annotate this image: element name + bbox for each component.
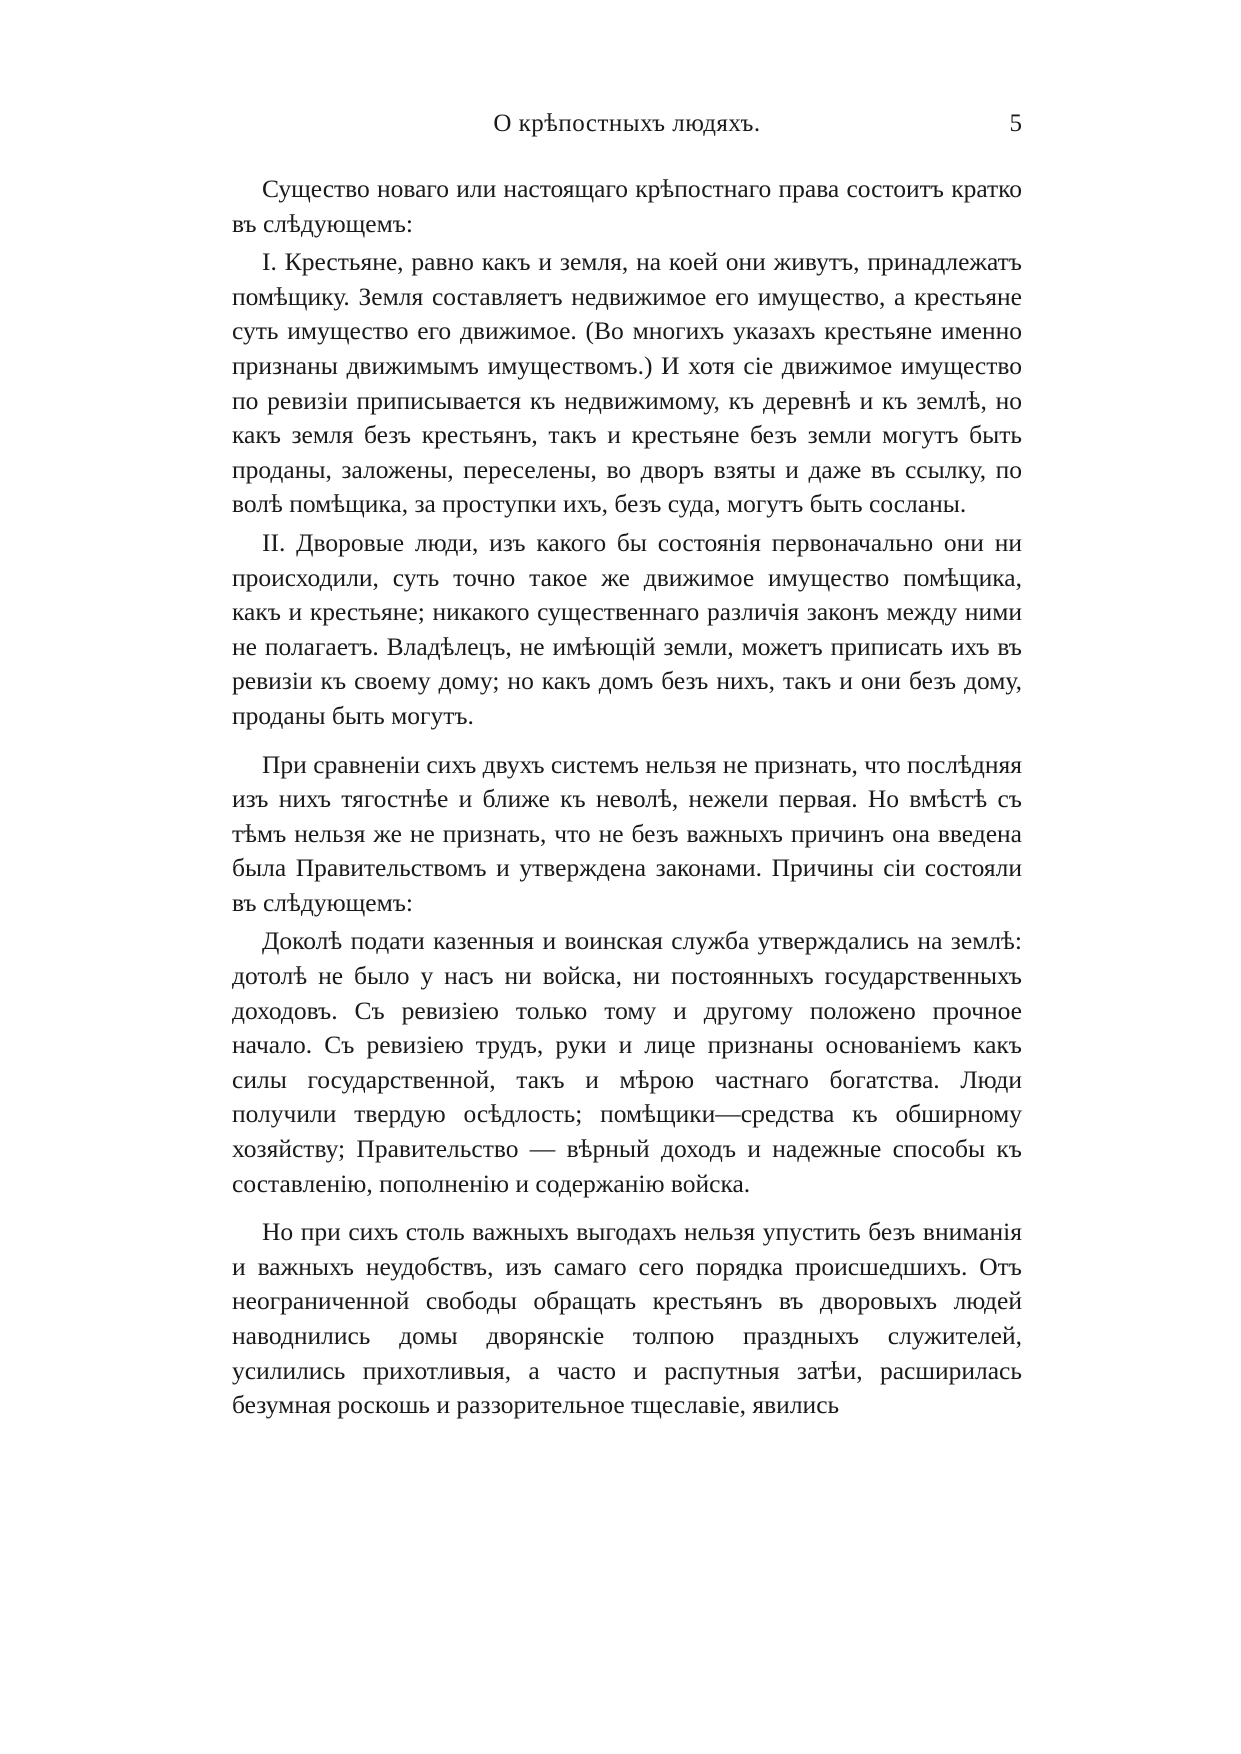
paragraph-reasons: Доколѣ подати казенныя и воинская служба утверждались на землѣ: дотолѣ не было у насъ ни войска, ни постоянныхъ государственныхъ доходовъ. Съ ревизіею только тому и другому положено прочное начало. Съ ревизіею трудъ, руки и лице признаны основаніемъ какъ силы государственной, такъ и мѣрою частнаго богатства. Люди получили твердую осѣдлость; помѣщики—средства къ обширному хозяйству; Правительство — вѣрный доходъ и надежные способы къ составленію, пополненію и содержанію войска. [232, 926, 1022, 1198]
paragraph-point-2: II. Дворовые люди, изъ какого бы состоянія первоначально они ни происходили, суть точно такое же движимое имущество помѣщика, какъ и крестьяне; никакого существеннаго различія законъ между ними не полагаетъ. Владѣлецъ, не имѣющій земли, можетъ приписать ихъ въ ревизіи къ своему дому; но какъ домъ безъ нихъ, такъ и они безъ дому, проданы быть могутъ. [232, 527, 1022, 730]
page-number: 5 [1009, 110, 1022, 137]
running-title: О крѣпостныхъ людяхъ. [493, 110, 761, 137]
running-head [232, 110, 1022, 150]
paragraph-comparison: При сравненіи сихъ двухъ системъ нельзя не признать, что послѣдняя изъ нихъ тягостнѣе и ближе къ неволѣ, нежели первая. Но вмѣстѣ съ тѣмъ нельзя же не признать, что не безъ важныхъ причинъ она введена была Правительствомъ и утверждена законами. Причины сіи состояли въ слѣдующемъ: [232, 749, 1022, 917]
body-text [232, 172, 1022, 1423]
paragraph-point-1: I. Крестьяне, равно какъ и земля, на коей они живутъ, принадлежатъ помѣщику. Земля составляетъ недвижимое его имущество, а крестьяне суть имущество его движимое. (Во многихъ указахъ крестьяне именно признаны движимымъ имуществомъ.) И хотя сіе движимое имущество по ревизіи приписывается къ недвижимому, къ деревнѣ и къ землѣ, но какъ земля безъ крестьянъ, такъ и крестьяне безъ земли могутъ быть проданы, заложены, переселены, во дворъ взяты и даже въ ссылку, по волѣ помѣщика, за проступки ихъ, безъ суда, могутъ быть сосланы. [232, 247, 1022, 519]
paragraph-intro: Существо новаго или настоящаго крѣпостнаго права состоитъ кратко въ слѣдующемъ: [232, 174, 1022, 238]
paragraph-inconveniences: Но при сихъ столь важныхъ выгодахъ нельзя упустить безъ вниманія и важныхъ неудобствъ, изъ самаго сего порядка происшедшихъ. Отъ неограниченной свободы обращать крестьянъ въ дворовыхъ людей наводнились домы дворянскіе толпою праздныхъ служителей, усилились прихотливыя, а часто и распутныя затѣи, расширилась безумная роскошь и раззорительное тщеславіе, явились [232, 1217, 1022, 1420]
